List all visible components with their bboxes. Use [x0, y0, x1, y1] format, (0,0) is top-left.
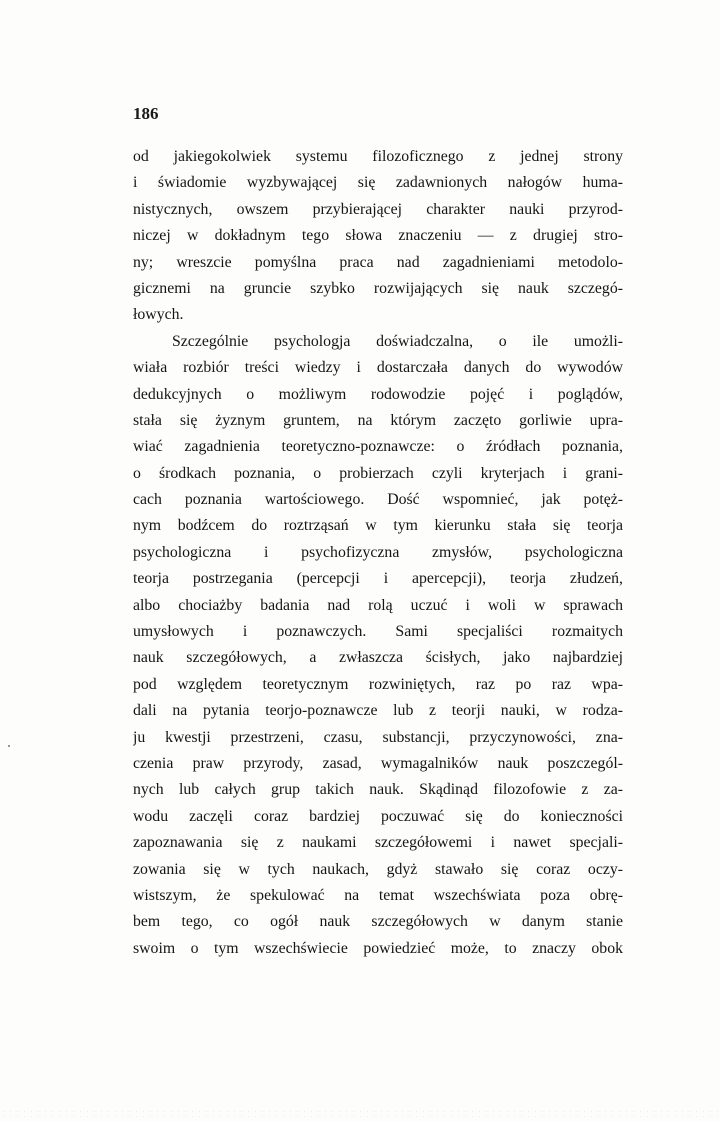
text-line: wistszym, że spekulować na temat wszechświata poza obrę- [133, 886, 623, 904]
text-line: swoim o tym wszechświecie powiedzieć może, to znaczy obok [133, 939, 623, 957]
text-line: nauk szczegółowych, a zwłaszcza ścisłych, jako najbardziej [133, 649, 623, 667]
text-line: wiać zagadnienia teoretyczno-poznawcze: o źródłach poznania, [133, 438, 623, 456]
text-line: czenia praw przyrody, zasad, wymagalników nauk poszczegól- [133, 754, 623, 772]
body-text [133, 144, 623, 962]
text-line: łowych. [133, 306, 184, 324]
page-number: 186 [133, 104, 159, 123]
text-line: nistycznych, owszem przybierającej charakter nauki przyrod- [133, 200, 623, 218]
text-line: stała się żyznym gruntem, na którym zaczęto gorliwie upra- [133, 411, 623, 429]
page-edge-speckle [0, 1109, 720, 1121]
text-line: zowania się w tych naukach, gdyż stawało się coraz oczy- [133, 860, 623, 878]
text-line: cach poznania wartościowego. Dość wspomnieć, jak potęż- [133, 491, 623, 509]
text-line: teorja postrzegania (percepcji i apercepcji), teorja złudzeń, [133, 570, 623, 588]
text-line: pod względem teoretycznym rozwiniętych, raz po raz wpa- [133, 675, 623, 693]
text-line: psychologiczna i psychofizyczna zmysłów, psychologiczna [133, 543, 623, 561]
text-line: bem tego, co ogół nauk szczegółowych w danym stanie [133, 913, 623, 931]
text-line: ny; wreszcie pomyślna praca nad zagadnieniami metodolo- [133, 253, 623, 271]
text-line: gicznemi na gruncie szybko rozwijających się nauk szczegó- [133, 279, 623, 297]
text-line: albo chociażby badania nad rolą uczuć i woli w sprawach [133, 596, 623, 614]
text-line: nych lub całych grup takich nauk. Skądinąd filozofowie z za- [133, 781, 623, 799]
text-line: umysłowych i poznawczych. Sami specjaliści rozmaitych [133, 623, 623, 641]
text-line: wodu zaczęli coraz bardziej poczuwać się do konieczności [133, 807, 623, 825]
paragraph-start-line: Szczególnie psychologja doświadczalna, o ile umożli- [172, 332, 623, 350]
text-line: dedukcyjnych o możliwym rodowodzie pojęć i poglądów, [133, 385, 623, 403]
text-line: o środkach poznania, o probierzach czyli kryterjach i grani- [133, 464, 623, 482]
text-line: dali na pytania teorjo-poznawcze lub z teorji nauki, w rodza- [133, 702, 623, 720]
text-line: wiała rozbiór treści wiedzy i dostarczała danych do wywodów [133, 359, 623, 377]
text-line: zapoznawania się z naukami szczegółowemi i nawet specjali- [133, 834, 623, 852]
text-line: od jakiegokolwiek systemu filozoficznego z jednej strony [133, 148, 623, 165]
margin-speck [8, 745, 10, 747]
text-line: nym bodźcem do roztrząsań w tym kierunku stała się teorja [133, 517, 623, 535]
text-line: niczej w dokładnym tego słowa znaczeniu — z drugiej stro- [133, 227, 623, 245]
text-line: ju kwestji przestrzeni, czasu, substancji, przyczynowości, zna- [133, 728, 623, 746]
text-line: i świadomie wyzbywającej się zadawnionych nałogów huma- [133, 174, 623, 192]
